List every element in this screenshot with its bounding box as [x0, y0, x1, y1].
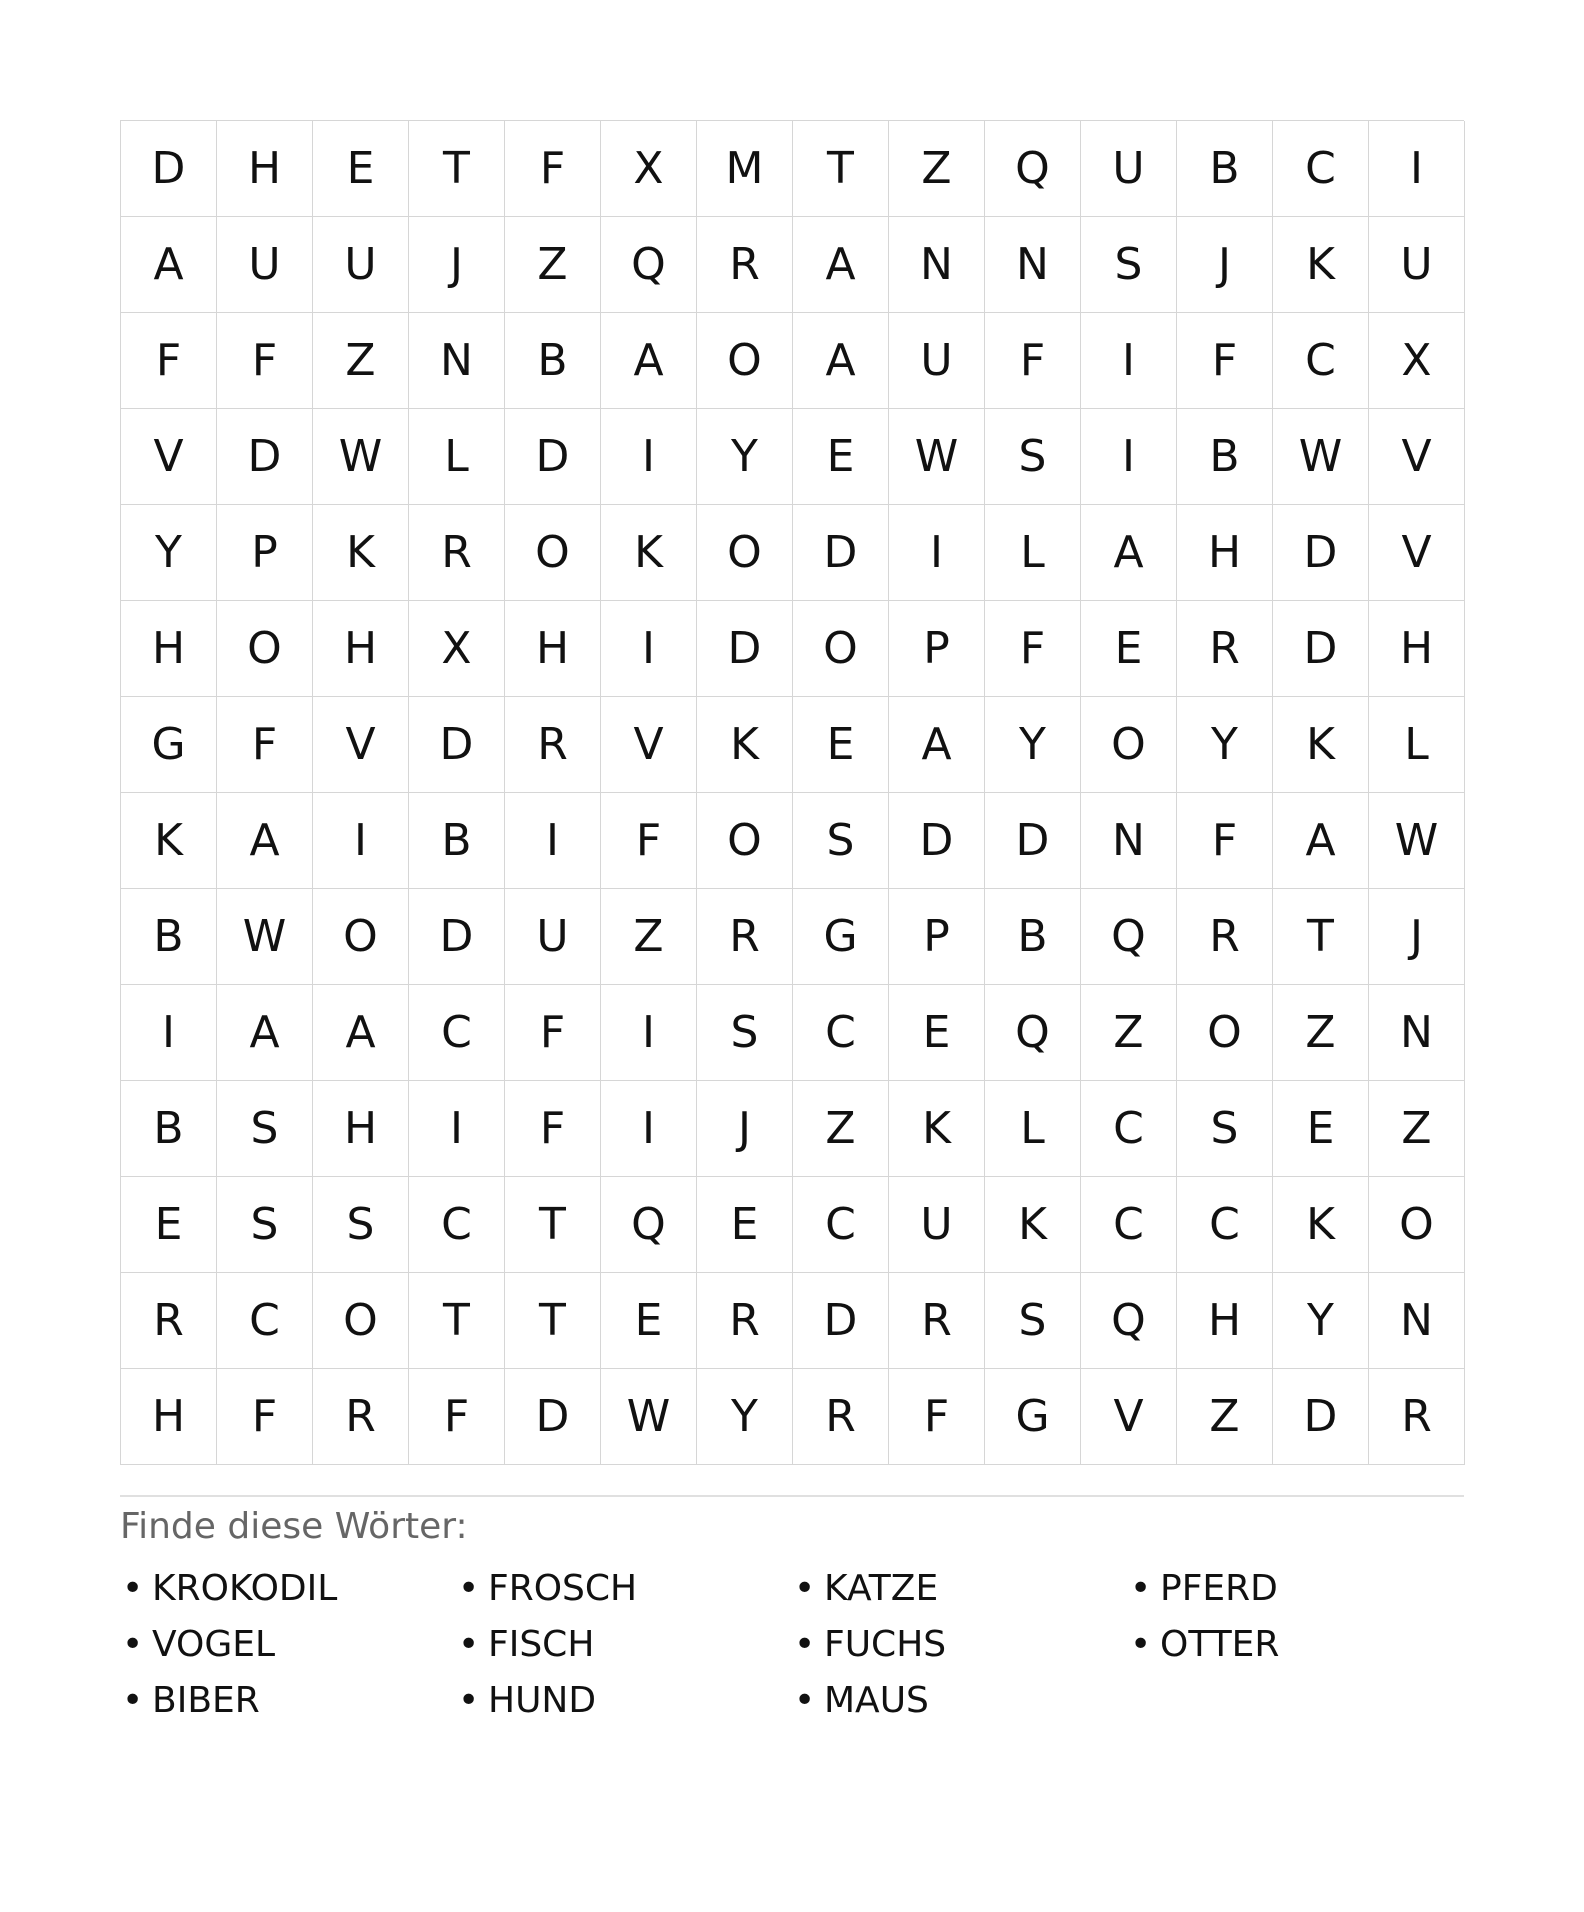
grid-cell[interactable]: A — [889, 697, 985, 793]
grid-cell[interactable]: K — [889, 1081, 985, 1177]
grid-cell[interactable]: V — [1081, 1369, 1177, 1465]
grid-cell[interactable]: S — [985, 409, 1081, 505]
grid-cell[interactable]: L — [1369, 697, 1465, 793]
grid-cell[interactable]: S — [793, 793, 889, 889]
grid-cell[interactable]: H — [121, 1369, 217, 1465]
grid-cell[interactable]: G — [985, 1369, 1081, 1465]
word-list-item — [120, 1561, 456, 1617]
grid-cell[interactable]: W — [889, 409, 985, 505]
grid-cell[interactable]: B — [121, 889, 217, 985]
grid-cell[interactable]: K — [313, 505, 409, 601]
grid-cell[interactable]: J — [1177, 217, 1273, 313]
word-list-item — [792, 1617, 1128, 1673]
grid-cell[interactable]: F — [217, 313, 313, 409]
grid-cell[interactable]: K — [601, 505, 697, 601]
bullet-icon: • — [794, 1624, 816, 1665]
bullet-icon: • — [122, 1568, 144, 1609]
grid-cell[interactable]: N — [1369, 1273, 1465, 1369]
bullet-icon: • — [458, 1624, 480, 1665]
grid-cell[interactable]: M — [697, 121, 793, 217]
word-list-title: Finde diese Wörter: — [120, 1506, 468, 1547]
grid-cell[interactable]: Q — [985, 121, 1081, 217]
grid-cell[interactable]: T — [505, 1177, 601, 1273]
grid-cell[interactable]: A — [121, 217, 217, 313]
grid-cell[interactable]: Z — [1177, 1369, 1273, 1465]
grid-cell[interactable]: T — [505, 1273, 601, 1369]
grid-cell[interactable]: D — [985, 793, 1081, 889]
grid-cell[interactable]: Z — [1273, 985, 1369, 1081]
grid-cell[interactable]: B — [985, 889, 1081, 985]
grid-cell[interactable]: C — [1273, 121, 1369, 217]
grid-cell[interactable]: P — [217, 505, 313, 601]
grid-cell[interactable]: U — [1081, 121, 1177, 217]
grid-cell[interactable]: D — [697, 601, 793, 697]
grid-cell[interactable]: O — [697, 313, 793, 409]
grid-cell[interactable]: E — [793, 409, 889, 505]
grid-cell[interactable]: R — [1369, 1369, 1465, 1465]
grid-cell[interactable]: A — [793, 217, 889, 313]
grid-cell[interactable]: G — [793, 889, 889, 985]
grid-cell[interactable]: Z — [505, 217, 601, 313]
grid-cell[interactable]: K — [1273, 217, 1369, 313]
grid-cell[interactable]: S — [985, 1273, 1081, 1369]
grid-cell[interactable]: F — [505, 985, 601, 1081]
word-list-item — [1128, 1617, 1464, 1673]
grid-cell[interactable]: P — [889, 889, 985, 985]
grid-cell[interactable]: B — [505, 313, 601, 409]
grid-cell[interactable]: B — [1177, 409, 1273, 505]
grid-cell[interactable]: A — [217, 793, 313, 889]
bullet-icon: • — [458, 1568, 480, 1609]
word-list-item — [456, 1673, 792, 1729]
grid-cell[interactable]: E — [313, 121, 409, 217]
grid-cell[interactable]: D — [1273, 601, 1369, 697]
grid-cell[interactable]: K — [1273, 1177, 1369, 1273]
grid-cell[interactable]: Y — [985, 697, 1081, 793]
grid-cell[interactable]: D — [217, 409, 313, 505]
grid-cell[interactable]: F — [121, 313, 217, 409]
word-search-puzzle — [120, 120, 1464, 1729]
grid-cell[interactable]: R — [121, 1273, 217, 1369]
word-list-item — [1128, 1561, 1464, 1617]
grid-cell[interactable]: U — [889, 1177, 985, 1273]
grid-cell[interactable]: T — [1273, 889, 1369, 985]
grid-cell[interactable]: E — [889, 985, 985, 1081]
grid-cell[interactable]: N — [1369, 985, 1465, 1081]
word-list-item — [792, 1673, 1128, 1729]
grid-cell[interactable]: L — [985, 1081, 1081, 1177]
grid-cell[interactable]: S — [1177, 1081, 1273, 1177]
grid-cell[interactable]: V — [601, 697, 697, 793]
grid-cell[interactable]: W — [217, 889, 313, 985]
word-label: FROSCH — [488, 1568, 638, 1609]
grid-cell[interactable]: R — [889, 1273, 985, 1369]
grid-cell[interactable]: E — [601, 1273, 697, 1369]
word-list-item — [120, 1673, 456, 1729]
grid-cell[interactable]: S — [217, 1081, 313, 1177]
grid-cell[interactable]: B — [409, 793, 505, 889]
grid-cell[interactable]: I — [889, 505, 985, 601]
bullet-icon: • — [1130, 1568, 1152, 1609]
grid-cell[interactable]: K — [985, 1177, 1081, 1273]
word-list-item — [120, 1617, 456, 1673]
grid-cell[interactable]: U — [1369, 217, 1465, 313]
grid-cell[interactable]: C — [1081, 1177, 1177, 1273]
word-label: BIBER — [152, 1680, 260, 1721]
grid-cell[interactable]: D — [793, 505, 889, 601]
grid-cell[interactable]: H — [1177, 1273, 1273, 1369]
grid-cell[interactable]: F — [217, 697, 313, 793]
grid-cell[interactable]: Z — [793, 1081, 889, 1177]
grid-cell[interactable]: R — [697, 889, 793, 985]
grid-cell[interactable]: O — [697, 793, 793, 889]
grid-cell[interactable]: Y — [697, 409, 793, 505]
grid-cell[interactable]: H — [121, 601, 217, 697]
grid-cell[interactable]: N — [985, 217, 1081, 313]
grid-cell[interactable]: C — [1177, 1177, 1273, 1273]
grid-cell[interactable]: K — [1273, 697, 1369, 793]
grid-cell[interactable]: B — [1177, 121, 1273, 217]
grid-cell[interactable]: D — [409, 889, 505, 985]
grid-cell[interactable]: X — [409, 601, 505, 697]
grid-cell[interactable]: C — [409, 1177, 505, 1273]
grid-cell[interactable]: R — [1177, 889, 1273, 985]
grid-cell[interactable]: I — [601, 409, 697, 505]
grid-cell[interactable]: X — [601, 121, 697, 217]
grid-cell[interactable]: C — [217, 1273, 313, 1369]
grid-cell[interactable]: V — [1369, 409, 1465, 505]
grid-cell[interactable]: E — [793, 697, 889, 793]
grid-cell[interactable]: S — [217, 1177, 313, 1273]
divider — [120, 1495, 1464, 1497]
grid-cell[interactable]: O — [1177, 985, 1273, 1081]
grid-cell[interactable]: F — [601, 793, 697, 889]
grid-cell[interactable]: H — [217, 121, 313, 217]
grid-cell[interactable]: V — [313, 697, 409, 793]
grid-cell[interactable]: C — [793, 1177, 889, 1273]
grid-cell[interactable]: Y — [121, 505, 217, 601]
grid-cell[interactable]: E — [1273, 1081, 1369, 1177]
grid-cell[interactable]: R — [1177, 601, 1273, 697]
grid-cell[interactable]: D — [793, 1273, 889, 1369]
grid-cell[interactable]: L — [985, 505, 1081, 601]
grid-cell[interactable]: O — [313, 889, 409, 985]
grid-cell[interactable]: Y — [697, 1369, 793, 1465]
word-list-item — [456, 1561, 792, 1617]
grid-cell[interactable]: I — [121, 985, 217, 1081]
bullet-icon: • — [458, 1680, 480, 1721]
grid-cell[interactable]: F — [505, 121, 601, 217]
grid-cell[interactable]: Q — [601, 1177, 697, 1273]
grid-cell[interactable]: F — [217, 1369, 313, 1465]
grid-cell[interactable]: C — [409, 985, 505, 1081]
word-list-item — [456, 1617, 792, 1673]
grid-cell[interactable]: C — [1273, 313, 1369, 409]
grid-cell[interactable]: U — [313, 217, 409, 313]
grid-cell[interactable]: I — [601, 985, 697, 1081]
grid-cell[interactable]: A — [1273, 793, 1369, 889]
grid-cell[interactable]: Q — [601, 217, 697, 313]
grid-cell[interactable]: W — [1273, 409, 1369, 505]
grid-cell[interactable]: X — [1369, 313, 1465, 409]
grid-cell[interactable]: Z — [1081, 985, 1177, 1081]
grid-cell[interactable]: U — [889, 313, 985, 409]
grid-cell[interactable]: A — [1081, 505, 1177, 601]
grid-cell[interactable]: G — [121, 697, 217, 793]
grid-cell[interactable]: D — [505, 409, 601, 505]
grid-cell[interactable]: F — [985, 313, 1081, 409]
word-label: VOGEL — [152, 1624, 276, 1665]
grid-cell[interactable]: A — [793, 313, 889, 409]
grid-cell[interactable]: U — [217, 217, 313, 313]
grid-cell[interactable]: R — [697, 217, 793, 313]
grid-cell[interactable]: W — [601, 1369, 697, 1465]
grid-cell[interactable]: J — [409, 217, 505, 313]
grid-cell[interactable]: J — [1369, 889, 1465, 985]
word-label: KATZE — [824, 1568, 939, 1609]
grid-cell[interactable]: H — [1177, 505, 1273, 601]
word-label: HUND — [488, 1680, 597, 1721]
word-label: KROKODIL — [152, 1568, 338, 1609]
grid-cell[interactable]: F — [985, 601, 1081, 697]
grid-cell[interactable]: I — [505, 793, 601, 889]
grid-cell[interactable]: Q — [1081, 889, 1177, 985]
grid-cell[interactable]: I — [601, 601, 697, 697]
grid-cell[interactable]: D — [409, 697, 505, 793]
grid-cell[interactable]: P — [889, 601, 985, 697]
grid-cell[interactable]: A — [217, 985, 313, 1081]
grid-cell[interactable]: S — [313, 1177, 409, 1273]
grid-cell[interactable]: Z — [313, 313, 409, 409]
grid-cell[interactable]: D — [505, 1369, 601, 1465]
grid-cell[interactable]: K — [697, 697, 793, 793]
word-label: PFERD — [1160, 1568, 1278, 1609]
grid-cell[interactable]: O — [505, 505, 601, 601]
grid-cell[interactable]: B — [121, 1081, 217, 1177]
grid-cell[interactable]: D — [121, 121, 217, 217]
grid-cell[interactable]: V — [121, 409, 217, 505]
grid-cell[interactable]: N — [889, 217, 985, 313]
grid-cell[interactable]: K — [121, 793, 217, 889]
grid-cell[interactable]: I — [1081, 409, 1177, 505]
grid-cell[interactable]: N — [409, 313, 505, 409]
letter-grid — [120, 120, 1464, 1465]
grid-cell[interactable]: O — [1369, 1177, 1465, 1273]
grid-cell[interactable]: I — [1081, 313, 1177, 409]
grid-cell[interactable]: C — [1081, 1081, 1177, 1177]
grid-cell[interactable]: W — [313, 409, 409, 505]
grid-cell[interactable]: F — [409, 1369, 505, 1465]
grid-cell[interactable]: I — [409, 1081, 505, 1177]
grid-cell[interactable]: Z — [1369, 1081, 1465, 1177]
grid-cell[interactable]: U — [505, 889, 601, 985]
grid-cell[interactable]: O — [313, 1273, 409, 1369]
grid-cell[interactable]: R — [793, 1369, 889, 1465]
grid-cell[interactable]: O — [217, 601, 313, 697]
grid-cell[interactable]: I — [1369, 121, 1465, 217]
bullet-icon: • — [1130, 1624, 1152, 1665]
grid-cell[interactable]: I — [313, 793, 409, 889]
grid-cell[interactable]: N — [1081, 793, 1177, 889]
grid-cell[interactable]: T — [793, 121, 889, 217]
grid-cell[interactable]: E — [697, 1177, 793, 1273]
grid-cell[interactable]: T — [409, 121, 505, 217]
grid-cell[interactable]: Q — [1081, 1273, 1177, 1369]
word-list — [120, 1561, 1464, 1729]
grid-cell[interactable]: F — [889, 1369, 985, 1465]
grid-cell[interactable]: D — [889, 793, 985, 889]
grid-cell[interactable]: J — [697, 1081, 793, 1177]
grid-cell[interactable]: F — [1177, 793, 1273, 889]
grid-cell[interactable]: Y — [1273, 1273, 1369, 1369]
grid-cell[interactable]: O — [697, 505, 793, 601]
grid-cell[interactable]: H — [313, 601, 409, 697]
grid-cell[interactable]: T — [409, 1273, 505, 1369]
grid-cell[interactable]: H — [505, 601, 601, 697]
grid-cell[interactable]: S — [697, 985, 793, 1081]
grid-cell[interactable]: D — [1273, 1369, 1369, 1465]
bullet-icon: • — [122, 1624, 144, 1665]
grid-cell[interactable]: H — [313, 1081, 409, 1177]
grid-cell[interactable]: E — [1081, 601, 1177, 697]
grid-cell[interactable]: D — [1273, 505, 1369, 601]
grid-cell[interactable]: S — [1081, 217, 1177, 313]
grid-cell[interactable]: R — [505, 697, 601, 793]
word-list-item — [792, 1561, 1128, 1617]
grid-cell[interactable]: W — [1369, 793, 1465, 889]
word-label: FUCHS — [824, 1624, 947, 1665]
grid-cell[interactable]: Y — [1177, 697, 1273, 793]
word-label: FISCH — [488, 1624, 595, 1665]
grid-cell[interactable]: H — [1369, 601, 1465, 697]
grid-cell[interactable]: Z — [601, 889, 697, 985]
grid-cell[interactable]: R — [313, 1369, 409, 1465]
grid-cell[interactable]: F — [1177, 313, 1273, 409]
grid-cell[interactable]: Z — [889, 121, 985, 217]
word-label: MAUS — [824, 1680, 929, 1721]
bullet-icon: • — [122, 1680, 144, 1721]
grid-cell[interactable]: A — [601, 313, 697, 409]
grid-cell[interactable]: F — [505, 1081, 601, 1177]
word-label: OTTER — [1160, 1624, 1280, 1665]
grid-cell[interactable]: A — [313, 985, 409, 1081]
bullet-icon: • — [794, 1680, 816, 1721]
grid-cell[interactable]: C — [793, 985, 889, 1081]
grid-cell[interactable]: R — [409, 505, 505, 601]
grid-cell[interactable]: Q — [985, 985, 1081, 1081]
bullet-icon: • — [794, 1568, 816, 1609]
grid-cell[interactable]: V — [1369, 505, 1465, 601]
grid-cell[interactable]: I — [601, 1081, 697, 1177]
grid-cell[interactable]: R — [697, 1273, 793, 1369]
grid-cell[interactable]: O — [793, 601, 889, 697]
grid-cell[interactable]: L — [409, 409, 505, 505]
grid-cell[interactable]: E — [121, 1177, 217, 1273]
grid-cell[interactable]: O — [1081, 697, 1177, 793]
